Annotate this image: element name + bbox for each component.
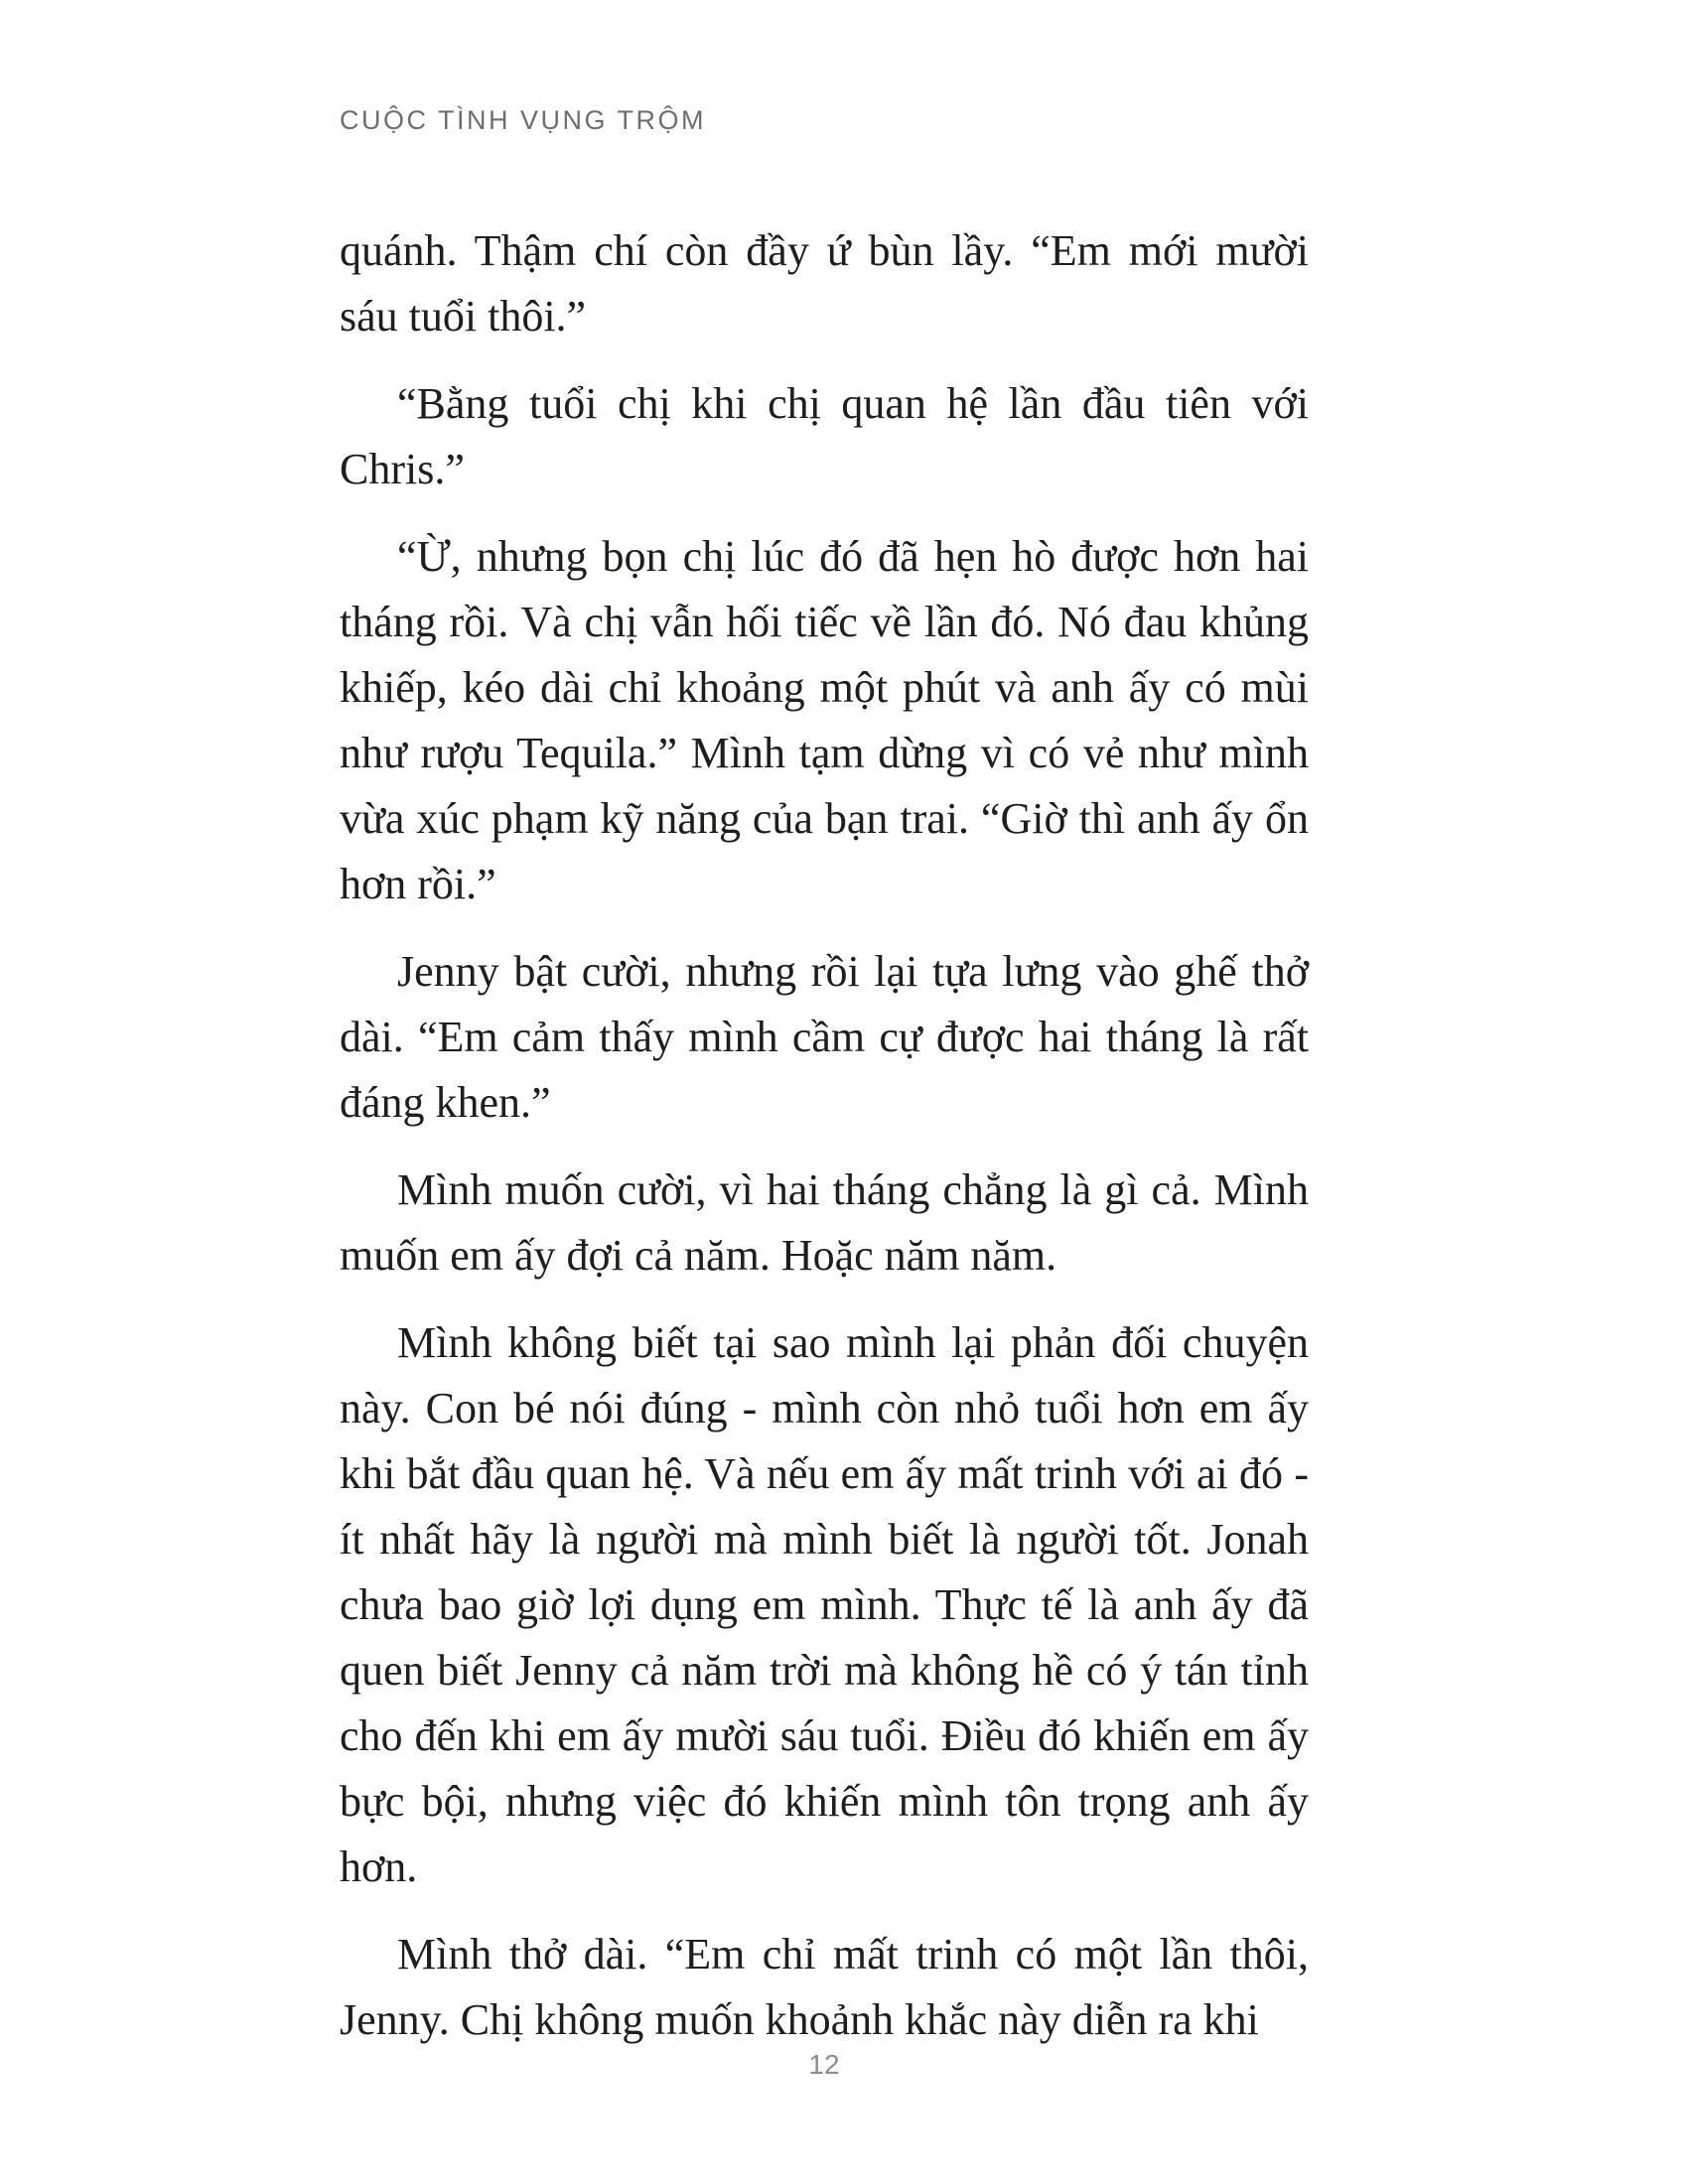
running-header: CUỘC TÌNH VỤNG TRỘM xyxy=(340,105,707,135)
paragraph: Mình muốn cười, vì hai tháng chẳng là gì cả. Mình muốn em ấy đợi cả năm. Hoặc năm năm. xyxy=(340,1165,1309,1280)
paragraph: Mình thở dài. “Em chỉ mất trinh có một lần thôi, Jenny. Chị không muốn khoảnh khắc này diễn ra khi xyxy=(340,1930,1309,2044)
paragraph: “Ừ, nhưng bọn chị lúc đó đã hẹn hò được hơn hai tháng rồi. Và chị vẫn hối tiếc về lần đó. Nó đau khủng khiếp, kéo dài chỉ khoảng một phút và anh ấy có mùi như rượu Tequila.” Mình tạm dừng vì có vẻ như mình vừa xúc phạm kỹ năng của bạn trai. “Giờ thì anh ấy ổn hơn rồi.” xyxy=(340,532,1309,908)
paragraph: Mình không biết tại sao mình lại phản đối chuyện này. Con bé nói đúng - mình còn nhỏ tuổi hơn em ấy khi bắt đầu quan hệ. Và nếu em ấy mất trinh với ai đó - ít nhất hãy là người mà mình biết là người tốt. Jonah chưa bao giờ lợi dụng em mình. Thực tế là anh ấy đã quen biết Jenny cả năm trời mà không hề có ý tán tỉnh cho đến khi em ấy mười sáu tuổi. Điều đó khiến em ấy bực bội, nhưng việc đó khiến mình tôn trọng anh ấy hơn. xyxy=(340,1318,1309,1891)
paragraph: “Bằng tuổi chị khi chị quan hệ lần đầu tiên với Chris.” xyxy=(340,379,1309,493)
page-number: 12 xyxy=(808,2049,840,2080)
paragraph: Jenny bật cười, nhưng rồi lại tựa lưng vào ghế thở dài. “Em cảm thấy mình cầm cự được hai tháng là rất đáng khen.” xyxy=(340,947,1309,1127)
body-text xyxy=(340,218,1309,2075)
paragraph: quánh. Thậm chí còn đầy ứ bùn lầy. “Em mới mười sáu tuổi thôi.” xyxy=(340,226,1309,341)
